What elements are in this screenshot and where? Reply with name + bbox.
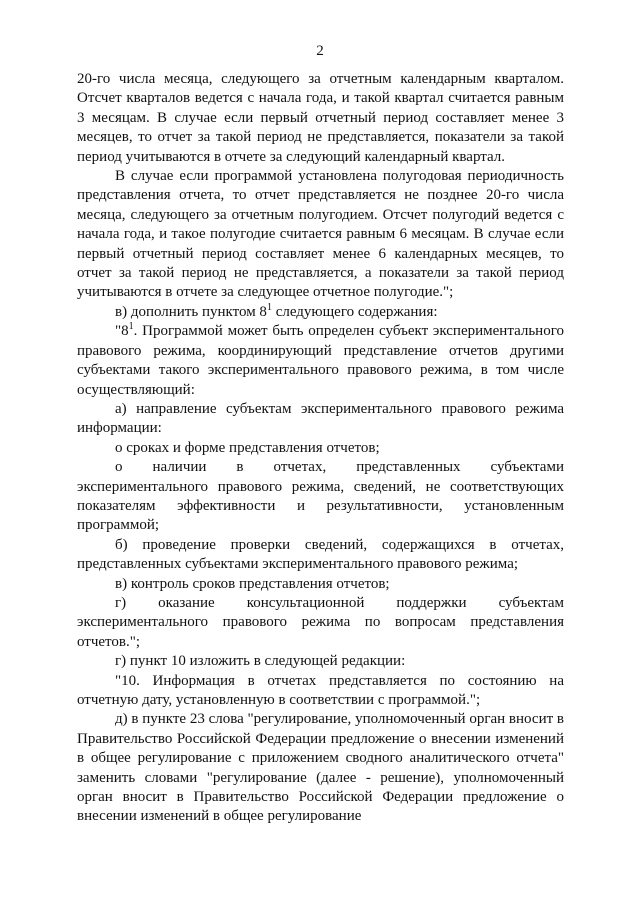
paragraph-item-v: в) контроль сроков представления отчетов; — [115, 575, 390, 592]
paragraph-item-a-discrepancies: о наличии в отчетах, представленных субъектами экспериментального правового режима, сведений, не соответствующих показателям эффективности и результативности, установленным программой; — [77, 459, 564, 534]
point-8-1-text: . Программой может быть определен субъект экспериментального правового режима, координирующий представление отчетов другими субъектами такого экспериментального правового режима, в том числе осуществляющий: — [77, 323, 564, 398]
paragraph-item-b: б) проведение проверки сведений, содержащихся в отчетах, представленных субъектами экспериментального правового режима; — [77, 536, 564, 573]
paragraph-point-10: "10. Информация в отчетах представляется по состоянию на отчетную дату, установленную в соответствии с программой."; — [77, 672, 564, 708]
paragraph-item-g: г) оказание консультационной поддержки субъектам экспериментального правового режима по вопросам представления отчетов."; — [77, 594, 564, 650]
paragraph-item-a: а) направление субъектам экспериментального правового режима информации: — [77, 400, 564, 437]
page-number: 2 — [316, 43, 324, 59]
document-body — [77, 70, 564, 827]
paragraph-amend-d: д) в пункте 23 слова "регулирование, уполномоченный орган вносит в Правительство Российской Федерации предложение о внесении изменений в общее регулирование с приложением сводного аналитического отчета" заменить словами "регулирование (далее - решение), уполномоченный орган вносит в Правительство Российской Федерации предложение о внесении изменений в общее регулирование — [77, 711, 564, 825]
paragraph-amend-v — [77, 303, 564, 322]
paragraph-continuation: 20-го числа месяца, следующего за отчетным календарным кварталом. Отсчет кварталов ведется с начала года, и такой квартал считается равным 3 месяцам. В случае если первый отчетный период составляет менее 3 месяцев, то отчет за такой период не представляется, показатели за такой период учитываются в отчете за следующий календарный квартал. — [77, 71, 564, 165]
paragraph-point-8-1 — [77, 322, 564, 400]
amend-v-text: в) дополнить пунктом 8 — [115, 303, 267, 320]
amend-v-tail: следующего содержания: — [271, 303, 438, 320]
point-8-1-number: "8 — [115, 323, 129, 340]
superscript-one: 1 — [266, 301, 272, 313]
paragraph-item-a-deadlines: о сроках и форме представления отчетов; — [115, 439, 380, 456]
paragraph-amend-g: г) пункт 10 изложить в следующей редакции: — [115, 653, 406, 670]
superscript-one: 1 — [128, 321, 134, 333]
paragraph-semiannual: В случае если программой установлена полугодовая периодичность представления отчета, то отчет представляется не позднее 20-го числа месяца, следующего за отчетным полугодием. Отсчет полугодий ведется с начала года, и такое полугодие считается равным 6 месяцам. В случае если первый отчетный период составляет менее 6 календарных месяцев, то отчет за такой период не представляется, а показатели за такой период учитываются в отчете за следующее отчетное полугодие."; — [77, 168, 564, 301]
